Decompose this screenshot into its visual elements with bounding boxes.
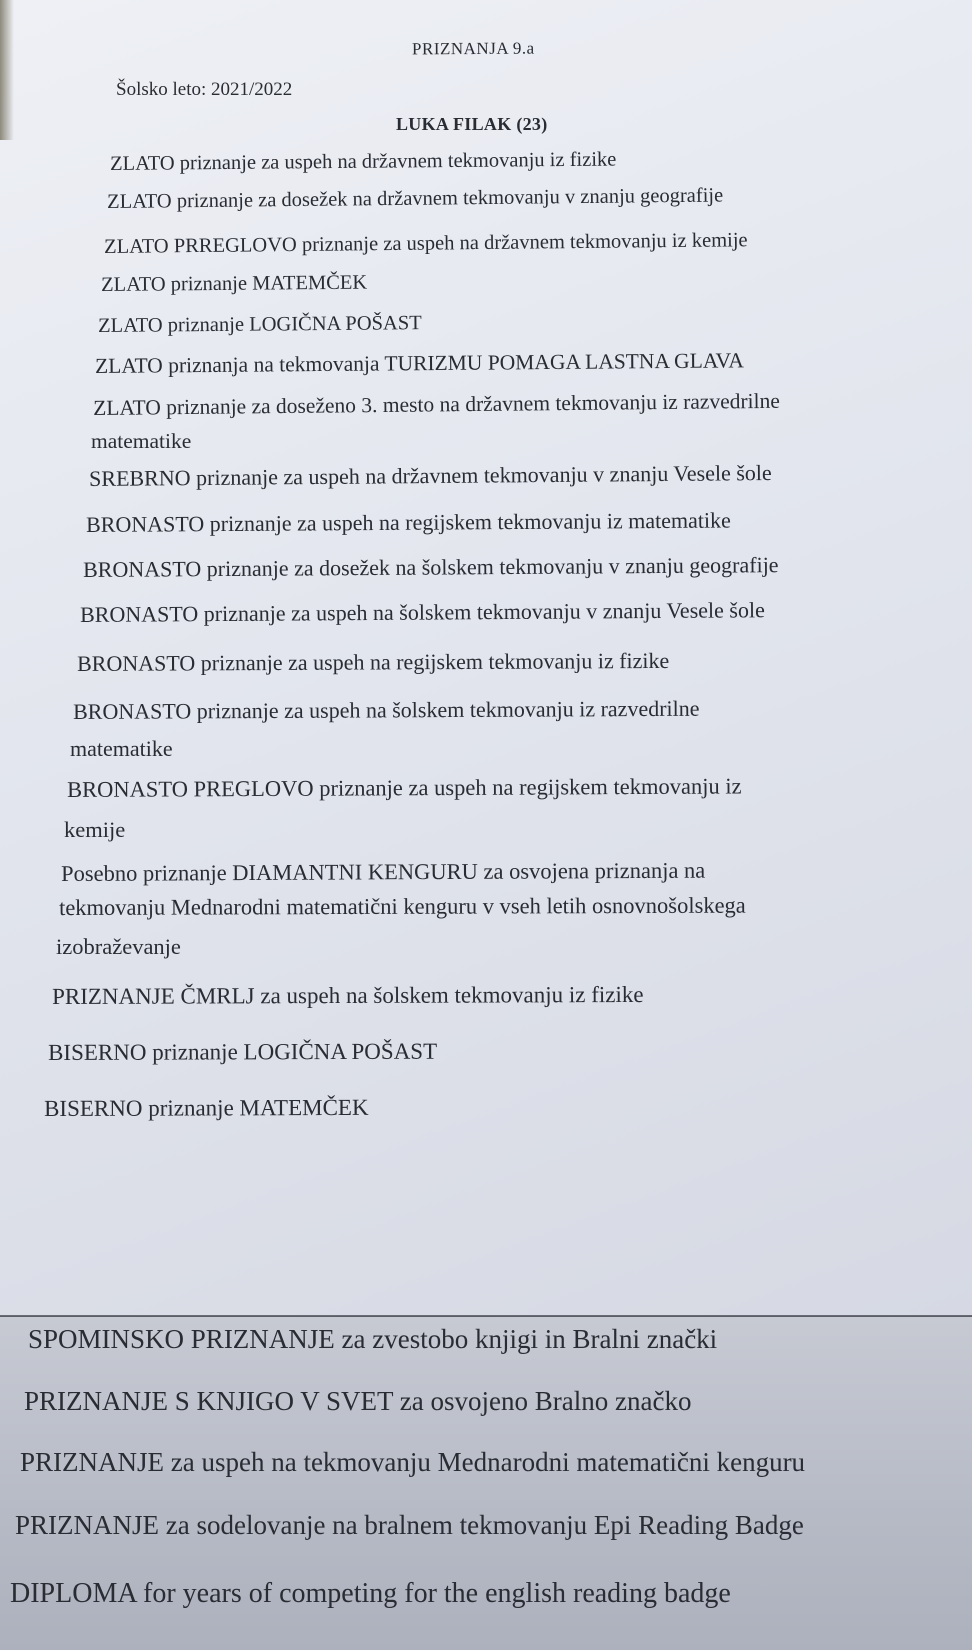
award-line-continued: izobraževanje (56, 934, 181, 959)
award-line: BRONASTO priznanje za uspeh na regijskem tekmovanju iz fizike (76, 647, 670, 676)
award-line: ZLATO priznanje LOGIČNA POŠAST (98, 312, 422, 337)
extra-award-line: PRIZNANJE S KNJIGO V SVET za osvojeno Bralno značko (24, 1386, 692, 1416)
student-name: LUKA FILAK (23) (396, 114, 548, 134)
bottom-paper-sheet (0, 1317, 972, 1650)
award-line: BRONASTO PREGLOVO priznanje za uspeh na regijskem tekmovanju iz (66, 773, 742, 802)
award-line-continued: matematike (91, 429, 192, 453)
award-line-continued: kemije (64, 817, 126, 842)
award-line: ZLATO priznanja na tekmovanja TURIZMU POMAGA LASTNA GLAVA (94, 348, 744, 378)
award-line-continued: matematike (70, 736, 173, 761)
award-line: SREBRNO priznanje za uspeh na državnem tekmovanju v znanju Vesele šole (88, 460, 772, 491)
award-line: Posebno priznanje DIAMANTNI KENGURU za osvojena priznanja na (60, 857, 706, 886)
award-line: BRONASTO priznanje za uspeh na regijskem tekmovanju iz matematike (85, 507, 731, 537)
award-line: ZLATO priznanje za doseženo 3. mesto na državnem tekmovanju iz razvedrilne (92, 388, 780, 420)
award-line: PRIZNANJE ČMRLJ za uspeh na šolskem tekmovanju iz fizike (52, 981, 644, 1009)
extra-award-line: SPOMINSKO PRIZNANJE za zvestobo knjigi in Bralni znački (28, 1324, 718, 1354)
document-title: PRIZNANJA 9.a (411, 38, 535, 59)
award-line: ZLATO priznanje za uspeh na državnem tekmovanju iz fizike (110, 148, 617, 175)
award-line: ZLATO priznanje za dosežek na državnem tekmovanju v znanju geografije (107, 184, 724, 213)
award-line: BRONASTO priznanje za uspeh na šolskem tekmovanju v znanju Vesele šole (79, 597, 765, 627)
award-line: BISERNO priznanje MATEMČEK (44, 1094, 369, 1121)
award-line: ZLATO priznanje MATEMČEK (101, 271, 368, 296)
award-line-continued: tekmovanju Mednarodni matematični kenguru v vseh letih osnovnošolskega (58, 892, 746, 920)
award-line: ZLATO PRREGLOVO priznanje za uspeh na državnem tekmovanju iz kemije (104, 229, 748, 258)
award-line: BISERNO priznanje LOGIČNA POŠAST (48, 1038, 438, 1065)
extra-award-line: DIPLOMA for years of competing for the english reading badge (10, 1578, 731, 1609)
award-line: BRONASTO priznanje za uspeh na šolskem tekmovanju iz razvedrilne (72, 695, 700, 724)
school-year: Šolsko leto: 2021/2022 (116, 79, 293, 100)
extra-award-line: PRIZNANJE za sodelovanje na bralnem tekmovanju Epi Reading Badge (15, 1510, 804, 1540)
extra-award-line: PRIZNANJE za uspeh na tekmovanju Mednarodni matematični kenguru (20, 1447, 806, 1477)
award-line: BRONASTO priznanje za dosežek na šolskem tekmovanju v znanju geografije (82, 552, 779, 582)
